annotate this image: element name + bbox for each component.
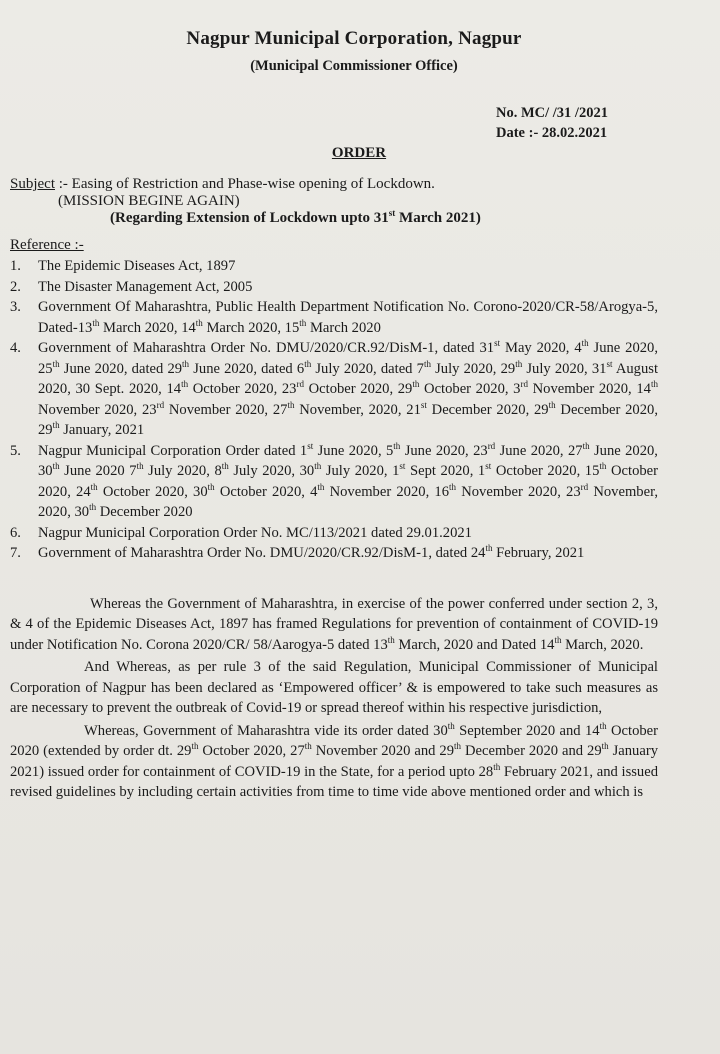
reference-item — [10, 277, 658, 298]
body-paragraph-2: And Whereas, as per rule 3 of the said Regulation, Municipal Commissioner of Municipal Corporation of Nagpur has been declared as ‘Empowered officer’ & is empowered to take such measures as are necessary to prevent the outbreak of Covid-19 or spread thereof within his respective jurisdiction, — [10, 659, 658, 716]
reference-number: 2. — [10, 278, 21, 295]
subject-block — [10, 176, 658, 227]
reference-number: 3. — [10, 299, 21, 315]
reference-text: The Epidemic Diseases Act, 1897 — [38, 258, 236, 274]
body-paragraph-1: Whereas the Government of Maharashtra, in exercise of the power conferred under section 2, 3, & 4 of the Epidemic Diseases Act, 1897 has framed Regulations for prevention of containment of COVID-19 under Notification No. Corona 2020/CR/ 58/Aarogya-5 dated 13th March, 2020 and Dated 14th March, 2020. — [10, 595, 658, 653]
reference-label: Reference :- — [10, 237, 84, 253]
reference-number: 6. — [10, 524, 21, 541]
order-meta — [496, 103, 658, 143]
reference-list — [10, 256, 658, 564]
subject-line-1: :- Easing of Restriction and Phase-wise opening of Lockdown. — [58, 176, 435, 192]
reference-number: 5. — [10, 442, 21, 459]
reference-number: 4. — [10, 340, 21, 356]
letterhead — [10, 28, 658, 75]
reference-item — [10, 256, 658, 277]
reference-number: 7. — [10, 545, 21, 561]
subject-line-3: (Regarding Extension of Lockdown upto 31st March 2021) — [110, 208, 481, 226]
body-paragraph-3: Whereas, Government of Maharashtra vide its order dated 30th September 2020 and 14th October 2020 (extended by order dt. 29th October 2020, 27th November 2020 and 29th December 2020 and 29th January 2021) issued order for containment of COVID-19 in the State, for a period upto 28th February 2021, and issued revised guidelines by including certain activities from time to time vide above mentioned order and which is — [10, 720, 659, 800]
reference-text: The Disaster Management Act, 2005 — [38, 278, 253, 295]
document-title: Nagpur Municipal Corporation, Nagpur — [186, 28, 522, 49]
reference-text: Government of Maharashtra Order No. DMU/2020/CR.92/DisM-1, dated 31st May 2020, 4th June 2020, 25th June 2020, dated 29th June 2020, dated 6th July 2020, dated 7th July 2020, 29th July 2020, 31st August 2020, 30 Sept. 2020, 14th October 2020, 23rd October 2020, 29th October 2020, 3rd November 2020, 14th November 2020, 23rd November 2020, 27th November, 2020, 21st December 2020, 29th December 2020, 29th January, 2021 — [38, 338, 659, 438]
reference-text: Nagpur Municipal Corporation Order dated 1st June 2020, 5th June 2020, 23rd June 2020, 27th June 2020, 30th June 2020 7th July 2020, 8th July 2020, 30th July 2020, 1st Sept 2020, 1st October 2020, 15th October 2020, 24th October 2020, 30th October 2020, 4th November 2020, 16th November 2020, 23rd November, 2020, 30th December 2020 — [38, 440, 658, 520]
order-number: No. MC/ /31 /2021 — [496, 105, 608, 121]
reference-number: 1. — [10, 258, 21, 274]
document-subtitle: (Municipal Commissioner Office) — [250, 58, 458, 74]
subject-line-2: (MISSION BEGINE AGAIN) — [58, 193, 240, 209]
reference-item — [10, 338, 658, 441]
reference-text: Government Of Maharashtra, Public Health Department Notification No. Corono-2020/CR-58/Arogya-5, Dated-13th March 2020, 14th March 2020, 15th March 2020 — [38, 299, 658, 336]
reference-item — [10, 441, 658, 523]
order-date: Date :- 28.02.2021 — [496, 125, 608, 141]
reference-item — [10, 523, 658, 544]
reference-text: Government of Maharashtra Order No. DMU/2020/CR.92/DisM-1, dated 24th February, 2021 — [38, 543, 585, 561]
reference-text: Nagpur Municipal Corporation Order No. MC/113/2021 dated 29.01.2021 — [38, 524, 472, 541]
subject-label: Subject — [10, 176, 55, 192]
reference-item — [10, 297, 658, 338]
order-heading: ORDER — [331, 145, 387, 161]
reference-item — [10, 543, 658, 564]
